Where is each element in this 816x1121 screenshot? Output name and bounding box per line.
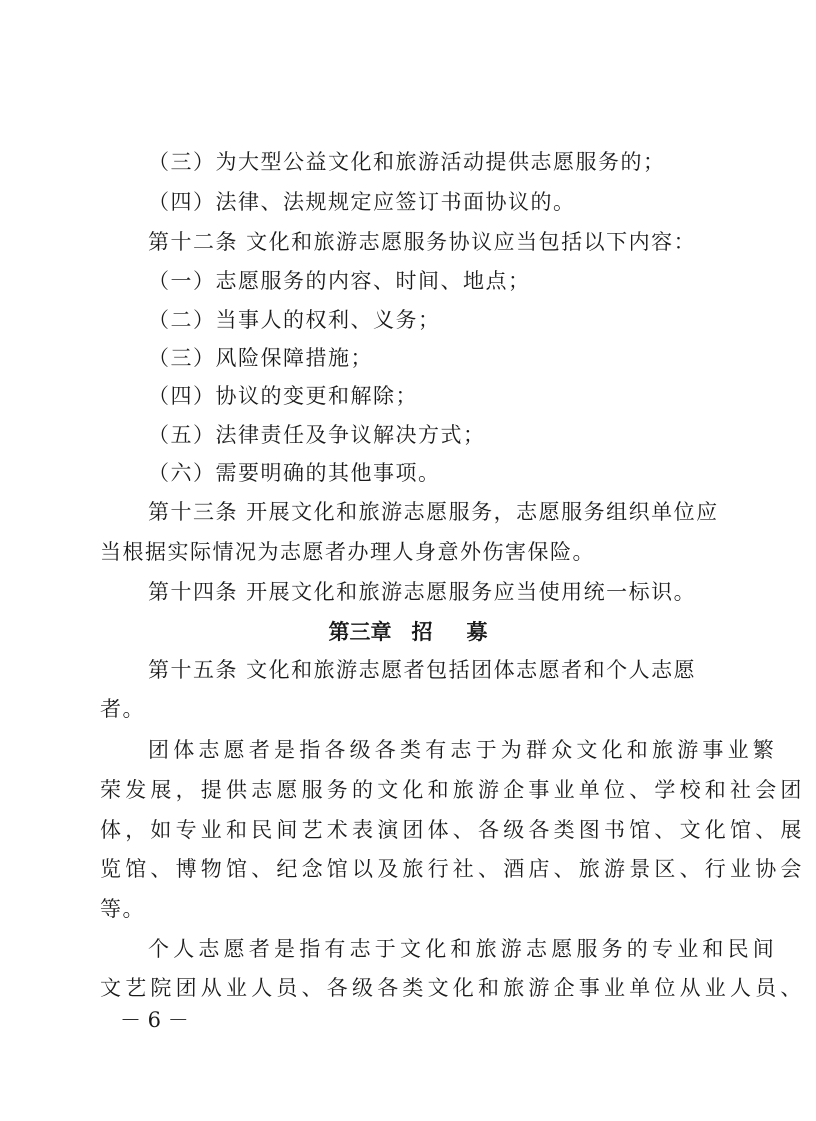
article-12-item-2: （二）当事人的权利、义务； xyxy=(148,308,441,332)
clause-4-law-required: （四）法律、法规规定应签订书面协议的。 xyxy=(148,190,576,214)
article-15-line-2: 者。 xyxy=(100,697,145,721)
article-14: 第十四条 开展文化和旅游志愿服务应当使用统一标识。 xyxy=(148,580,697,604)
page-number: － 6 － xyxy=(120,1008,189,1032)
chapter-title-char-2: 募 xyxy=(466,620,488,644)
group-volunteer-line-2: 荣发展，提供志愿服务的文化和旅游企事业单位、学校和社会团 xyxy=(100,778,806,802)
article-12-item-1: （一）志愿服务的内容、时间、地点； xyxy=(148,269,531,293)
individual-volunteer-line-1: 个人志愿者是指有志于文化和旅游志愿服务的专业和民间 xyxy=(148,937,778,961)
article-12-heading: 第十二条 文化和旅游志愿服务协议应当包括以下内容： xyxy=(148,230,697,254)
group-volunteer-line-4: 览馆、博物馆、纪念馆以及旅行社、酒店、旅游景区、行业协会 xyxy=(100,857,806,881)
article-12-item-5: （五）法律责任及争议解决方式； xyxy=(148,423,486,447)
clause-3-large-events: （三）为大型公益文化和旅游活动提供志愿服务的； xyxy=(148,150,666,174)
chapter-heading xyxy=(0,618,816,646)
group-volunteer-line-3: 体，如专业和民间艺术表演团体、各级各类图书馆、文化馆、展 xyxy=(100,818,806,842)
individual-volunteer-line-2: 文艺院团从业人员、各级各类文化和旅游企事业单位从业人员、 xyxy=(100,976,806,1000)
group-volunteer-line-5: 等。 xyxy=(100,897,145,921)
article-12-item-4: （四）协议的变更和解除； xyxy=(148,384,418,408)
chapter-title-char-1: 招 xyxy=(411,620,433,644)
article-12-item-6: （六）需要明确的其他事项。 xyxy=(148,461,441,485)
article-13-line-2: 当根据实际情况为志愿者办理人身意外伤害保险。 xyxy=(100,540,595,564)
article-15-line-1: 第十五条 文化和旅游志愿者包括团体志愿者和个人志愿 xyxy=(148,658,697,682)
article-12-item-3: （三）风险保障措施； xyxy=(148,346,373,370)
article-13-line-1: 第十三条 开展文化和旅游志愿服务，志愿服务组织单位应 xyxy=(148,500,719,524)
chapter-number: 第三章 xyxy=(328,620,392,644)
group-volunteer-line-1: 团体志愿者是指各级各类有志于为群众文化和旅游事业繁 xyxy=(148,738,778,762)
